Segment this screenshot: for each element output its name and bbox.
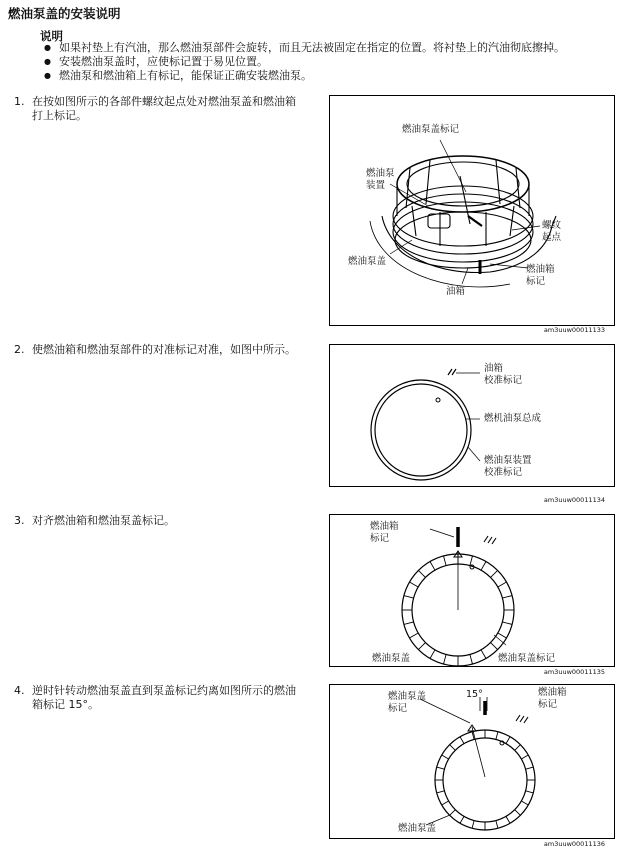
note-item: ● 安装燃油泵盖时，应使标记置于易见位置。 bbox=[42, 55, 617, 69]
ring-rib bbox=[502, 596, 512, 599]
ring-rib bbox=[498, 633, 507, 638]
ring-rib bbox=[437, 767, 445, 769]
ring-rib bbox=[430, 650, 435, 659]
label-thread-start: 螺纹 起点 bbox=[542, 220, 562, 243]
ring-rib bbox=[515, 745, 521, 751]
ring-rib bbox=[491, 643, 498, 650]
ring-rib bbox=[460, 737, 464, 744]
step-number: 3. bbox=[14, 514, 25, 527]
label-tank-mark: 燃油箱 标记 bbox=[538, 687, 567, 710]
ring-rib bbox=[437, 791, 445, 793]
step-text: 在按如图所示的各部件螺纹起点处对燃油泵盖和燃油箱打上标记。 bbox=[32, 95, 296, 122]
alignment-ring-illustration bbox=[330, 345, 614, 486]
ring-rib bbox=[491, 570, 498, 577]
ring-rib bbox=[418, 643, 425, 650]
label-pump-align-mark: 燃油泵装置 校准标记 bbox=[484, 455, 532, 478]
ring-rib bbox=[444, 556, 447, 566]
figure-2 bbox=[329, 344, 615, 487]
figure-code: am3uuw00011134 bbox=[543, 496, 605, 504]
ring-rib bbox=[410, 633, 419, 638]
label-tank-align-mark: 油箱 校准标记 bbox=[484, 363, 523, 386]
step-text: 对齐燃油箱和燃油泵盖标记。 bbox=[32, 514, 175, 527]
step-number: 1. bbox=[14, 95, 25, 108]
label-pump-cover-mark: 燃油泵盖标记 bbox=[402, 124, 460, 135]
ring-rib bbox=[404, 622, 414, 625]
ring-rib bbox=[506, 816, 510, 823]
ring-rib bbox=[502, 622, 512, 625]
ring-rib bbox=[496, 821, 498, 829]
ring-rib bbox=[526, 767, 534, 769]
figure-3 bbox=[329, 514, 615, 667]
label-tank-mark: 燃油箱 标记 bbox=[526, 264, 555, 287]
step-number: 2. bbox=[14, 343, 25, 356]
ring-rib bbox=[418, 570, 425, 577]
cover-rotation-illustration bbox=[330, 685, 614, 838]
figure-code: am3uuw00011133 bbox=[543, 326, 605, 334]
label-pump-cover-mark: 燃油泵盖 标记 bbox=[388, 691, 427, 714]
label-angle: 15° bbox=[466, 689, 483, 700]
note-item: ● 如果衬垫上有汽油，那么燃油泵部件会旋转，而且无法被固定在指定的位置。将衬垫上的汽油彻底擦掉。 bbox=[42, 41, 617, 55]
step-text: 逆时针转动燃油泵盖直到泵盖标记约离如图所示的燃油箱标记 15°。 bbox=[32, 684, 296, 711]
note-heading: 说明 bbox=[40, 29, 63, 43]
ring-rib bbox=[496, 732, 498, 740]
figure-code: am3uuw00011135 bbox=[543, 668, 605, 676]
ring-rib bbox=[481, 650, 486, 659]
ring-rib bbox=[470, 654, 473, 664]
ring-rib bbox=[506, 737, 510, 744]
ring-rib bbox=[450, 810, 456, 816]
ring-rib bbox=[498, 582, 507, 587]
ring-rib bbox=[430, 562, 435, 571]
ring-rib bbox=[526, 791, 534, 793]
ring-rib bbox=[472, 821, 474, 829]
ring-rib bbox=[404, 596, 414, 599]
step-number: 4. bbox=[14, 684, 25, 697]
ring-rib bbox=[470, 556, 473, 566]
ring-rib bbox=[481, 562, 486, 571]
label-pump-cover: 燃油泵盖 bbox=[348, 256, 387, 267]
ring-rib bbox=[444, 654, 447, 664]
ring-rib bbox=[521, 755, 528, 759]
ring-rib bbox=[442, 801, 449, 805]
figure-code: am3uuw00011136 bbox=[543, 840, 605, 848]
label-tank-mark: 燃油箱 标记 bbox=[370, 521, 399, 544]
ring-rib bbox=[442, 755, 449, 759]
label-pump-cover: 燃油泵盖 bbox=[398, 823, 437, 834]
label-pump-cover: 燃油泵盖 bbox=[372, 653, 411, 664]
label-pump-assembly: 燃油泵 装置 bbox=[366, 168, 395, 191]
label-tank: 油箱 bbox=[446, 286, 466, 297]
ring-rib bbox=[410, 582, 419, 587]
step-text: 使燃油箱和燃油泵部件的对准标记对准，如图中所示。 bbox=[32, 343, 296, 356]
ring-rib bbox=[515, 810, 521, 816]
page-title: 燃油泵盖的安装说明 bbox=[8, 6, 121, 21]
label-pump-assembly-total: 燃机油泵总成 bbox=[484, 413, 542, 424]
figure-1 bbox=[329, 95, 615, 326]
label-pump-cover-mark: 燃油泵盖标记 bbox=[498, 653, 556, 664]
ring-rib bbox=[521, 801, 528, 805]
ring-rib bbox=[450, 745, 456, 751]
pump-cover-illustration bbox=[330, 96, 614, 325]
note-list bbox=[42, 41, 617, 83]
ring-rib bbox=[460, 816, 464, 823]
note-item: ● 燃油泵和燃油箱上有标记，能保证正确安装燃油泵。 bbox=[42, 69, 617, 83]
figure-4 bbox=[329, 684, 615, 839]
